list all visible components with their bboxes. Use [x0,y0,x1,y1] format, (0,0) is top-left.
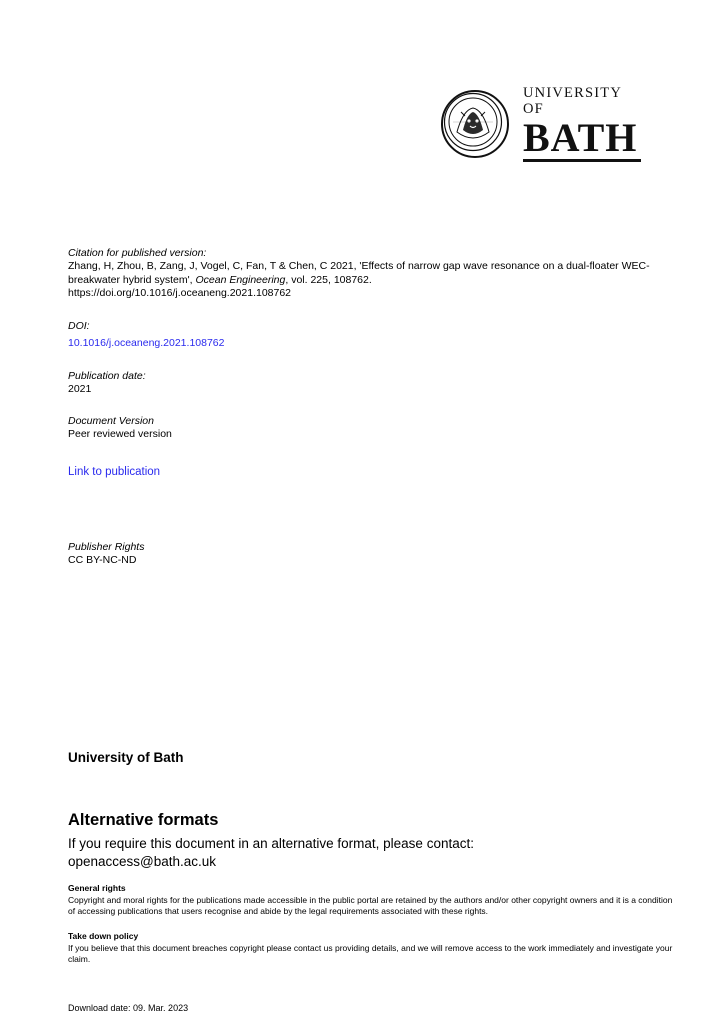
alternative-formats-email[interactable]: openaccess@bath.ac.uk [68,854,217,869]
university-crest-icon [441,90,509,158]
publisher-rights-label: Publisher Rights [68,541,145,553]
doi-group [68,319,680,351]
alternative-formats-title: Alternative formats [68,811,219,829]
publication-date-value: 2021 [68,382,92,395]
university-logo [441,84,641,160]
citation-label: Citation for published version: [68,247,207,259]
download-date: Download date: 09. Mar. 2023 [68,1003,189,1013]
document-version-value: Peer reviewed version [68,428,172,440]
citation-doi-url: https://doi.org/10.1016/j.oceaneng.2021.108762 [68,287,292,299]
take-down-policy-text: If you believe that this document breaches copyright please contact us providing details, and we will remove access to the work immediately and investigate your claim. [68,943,673,964]
logo-university-line: UNIVERSITY OF [523,84,622,117]
citation-tail: , vol. 225, 108762. [285,273,372,286]
document-version-label: Document Version [68,415,154,427]
publication-date-group [68,369,680,397]
logo-name-line: BATH [523,118,641,163]
citation-text [68,260,680,287]
alternative-formats-block [68,810,668,871]
link-to-publication[interactable]: Link to publication [68,466,161,478]
doi-link[interactable]: 10.1016/j.oceaneng.2021.108762 [68,336,225,349]
citation-group [68,246,680,301]
publisher-rights-value: CC BY-NC-ND [68,554,137,566]
general-rights-text: Copyright and moral rights for the publications made accessible in the public portal are retained by the authors and/or other copyright owners and it is a condition of accessing publications that users recognise and abide by the legal requirements associated with these rights. [68,895,673,916]
citation-journal: Ocean Engineering [195,273,286,286]
doi-label: DOI: [68,319,90,332]
citation-authors: Zhang, H, Zhou, B, Zang, J, Vogel, C, Fan, T & Chen, C 2021, 'Effects of narrow gap wave resonance on a dual-floater WEC-breakwater hybrid system', [68,260,650,286]
document-version-group [68,414,680,442]
alternative-formats-text: If you require this document in an alternative format, please contact: [68,836,474,851]
logo-wordmark [523,86,641,163]
take-down-policy-heading: Take down policy [68,931,139,941]
university-name-heading: University of Bath [68,750,184,765]
publisher-rights-group [68,540,568,568]
general-rights-heading: General rights [68,883,126,893]
publication-date-label: Publication date: [68,369,146,382]
citation-metadata [68,246,680,460]
policy-block [68,883,676,979]
